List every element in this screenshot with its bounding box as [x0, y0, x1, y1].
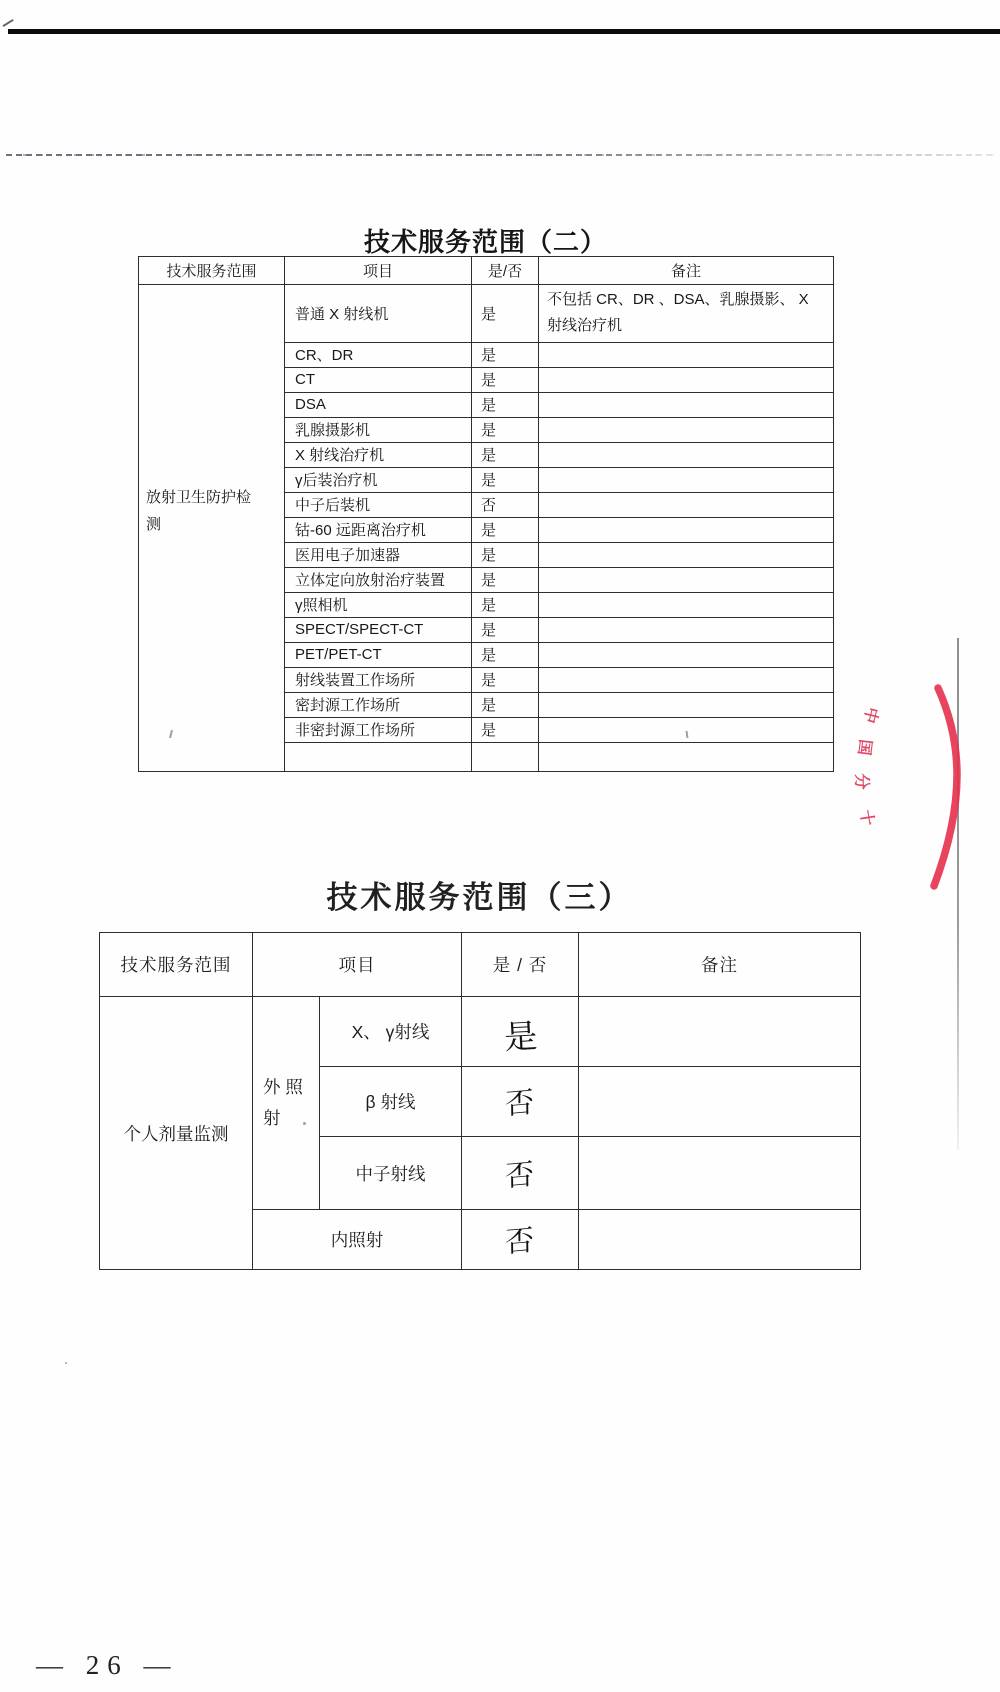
external-irradiation-label: 外 照 射: [263, 1077, 303, 1128]
table2-title: 技术服务范围（二）: [363, 227, 607, 257]
item-cell: DSA: [285, 392, 472, 417]
remark-cell: [579, 1137, 861, 1210]
remark-cell: [539, 517, 834, 542]
yn-cell: 是: [472, 285, 539, 343]
yn-cell: 是: [472, 392, 539, 417]
remark-cell: [539, 642, 834, 667]
service-scope-table-3: [99, 932, 861, 1270]
remark-cell: [539, 542, 834, 567]
header-yn: 是/否: [472, 257, 539, 285]
scope-cell: [139, 285, 285, 772]
yn-cell: 是: [472, 467, 539, 492]
yn-cell: 是: [472, 642, 539, 667]
yn-cell: 是: [472, 517, 539, 542]
remark-cell: [539, 392, 834, 417]
item-cell: β 射线: [320, 1067, 462, 1137]
handwritten-yes: 是: [502, 1017, 538, 1056]
remark-cell: [539, 742, 834, 771]
stamp-character: 国: [854, 738, 874, 757]
yn-cell: 是: [472, 692, 539, 717]
scope-label: 放射卫生防护检测: [146, 488, 252, 533]
remark-cell: 不包括 CR、DR 、DSA、乳腺摄影、 X 射线治疗机: [539, 285, 834, 343]
header-remark: 备注: [539, 257, 834, 285]
yn-cell: 是: [472, 417, 539, 442]
yn-cell: 否: [472, 492, 539, 517]
item-cell: 密封源工作场所: [285, 692, 472, 717]
yn-cell: [462, 1067, 579, 1137]
header-yn: 是 / 否: [462, 933, 579, 997]
item-cell: 中子射线: [320, 1137, 462, 1210]
stamp-character: 中: [859, 705, 881, 725]
header-remark: 备注: [579, 933, 861, 997]
item-cell: X 射线治疗机: [285, 442, 472, 467]
header-item: 项目: [285, 257, 472, 285]
item-cell: CR、DR: [285, 342, 472, 367]
remark-cell: [539, 417, 834, 442]
yn-cell: 是: [472, 542, 539, 567]
item-cell: PET/PET-CT: [285, 642, 472, 667]
yn-cell: [462, 997, 579, 1067]
handwritten-no: 否: [505, 1158, 535, 1193]
item-cell: 中子后装机: [285, 492, 472, 517]
yn-cell: 是: [472, 717, 539, 742]
remark-cell: [539, 717, 834, 742]
yn-cell: [472, 742, 539, 771]
yn-cell: [462, 1137, 579, 1210]
perforation-line-fade: [500, 152, 994, 158]
remark-cell: [579, 997, 861, 1067]
remark-cell: [539, 592, 834, 617]
item-cell: [285, 742, 472, 771]
header-scope: 技术服务范围: [100, 933, 253, 997]
stamp-character: 分: [852, 773, 870, 790]
table3-title: 技术服务范围（三）: [326, 880, 633, 915]
item-cell: SPECT/SPECT-CT: [285, 617, 472, 642]
remark-cell: [539, 442, 834, 467]
yn-cell: 是: [472, 567, 539, 592]
table-row: [139, 285, 834, 343]
handwritten-no: 否: [505, 1224, 535, 1260]
scan-edge-mark: [2, 19, 13, 27]
remark-cell: [539, 617, 834, 642]
yn-cell: 是: [472, 367, 539, 392]
item-cell: 非密封源工作场所: [285, 717, 472, 742]
header-item: 项目: [253, 933, 462, 997]
remark-cell: [579, 1067, 861, 1137]
item-cell: 射线装置工作场所: [285, 667, 472, 692]
item-cell: 医用电子加速器: [285, 542, 472, 567]
item-cell: 内照射: [253, 1210, 462, 1270]
page-number: — 26 —: [36, 1650, 179, 1680]
remark-cell: [539, 692, 834, 717]
remark-cell: [539, 567, 834, 592]
item-cell: 普通 X 射线机: [285, 285, 472, 343]
yn-cell: 是: [472, 342, 539, 367]
yn-cell: 是: [472, 617, 539, 642]
yn-cell: 是: [472, 442, 539, 467]
header-scope: 技术服务范围: [139, 257, 285, 285]
item-cell: CT: [285, 367, 472, 392]
external-irradiation-cell: [253, 997, 320, 1210]
item-cell: X、 γ射线: [320, 997, 462, 1067]
item-cell: γ照相机: [285, 592, 472, 617]
item-cell: 立体定向放射治疗装置: [285, 567, 472, 592]
table-header-row: [139, 257, 834, 285]
remark-cell: [539, 492, 834, 517]
remark-cell: [539, 342, 834, 367]
item-cell: γ后装治疗机: [285, 467, 472, 492]
scan-edge-bar: [8, 29, 1000, 34]
scope-cell: 个人剂量监测: [100, 997, 253, 1270]
remark-cell: [539, 367, 834, 392]
service-scope-table-2: [138, 256, 834, 772]
stamp-character: 十: [856, 808, 876, 828]
table-header-row: [100, 933, 861, 997]
item-cell: 钴-60 远距离治疗机: [285, 517, 472, 542]
scan-speck: [65, 1362, 67, 1364]
yn-cell: 是: [472, 592, 539, 617]
remark-cell: [539, 467, 834, 492]
table-row: [100, 997, 861, 1067]
red-stamp-arc: [912, 686, 992, 896]
yn-cell: 是: [472, 667, 539, 692]
item-cell: 乳腺摄影机: [285, 417, 472, 442]
handwritten-no: 否: [505, 1086, 535, 1122]
remark-cell: [579, 1210, 861, 1270]
remark-cell: [539, 667, 834, 692]
yn-cell: [462, 1210, 579, 1270]
